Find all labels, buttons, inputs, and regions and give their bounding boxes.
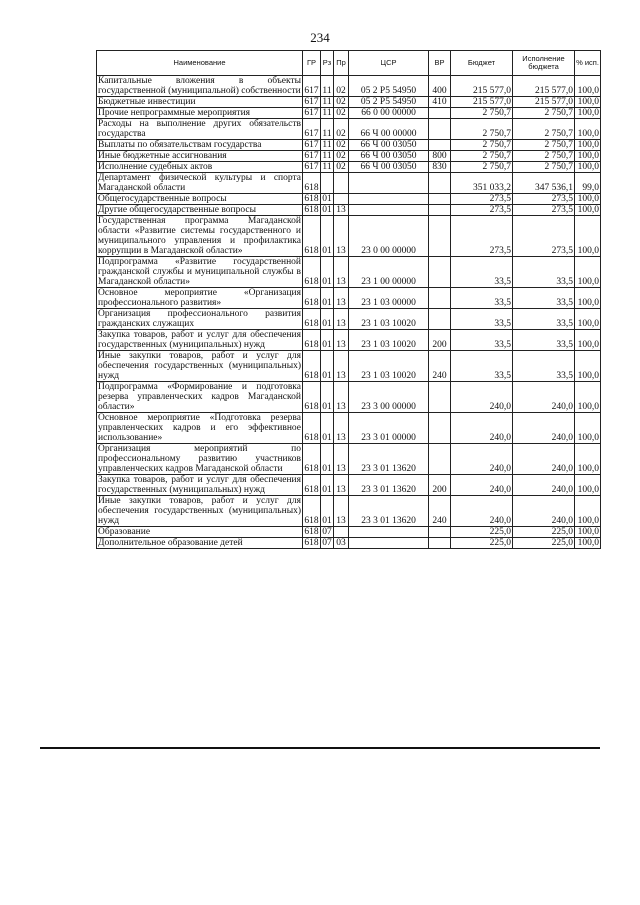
cell-gr: 618 xyxy=(303,382,321,413)
cell-budget: 225,0 xyxy=(451,538,513,549)
cell-execution: 215 577,0 xyxy=(513,97,575,108)
cell-budget: 33,5 xyxy=(451,309,513,330)
cell-csr: 23 1 00 00000 xyxy=(349,257,429,288)
cell-budget: 33,5 xyxy=(451,257,513,288)
cell-execution: 225,0 xyxy=(513,538,575,549)
cell-execution: 33,5 xyxy=(513,330,575,351)
cell-percent: 99,0 xyxy=(575,173,601,194)
cell-csr xyxy=(349,194,429,205)
cell-csr: 23 0 00 00000 xyxy=(349,216,429,257)
cell-percent: 100,0 xyxy=(575,108,601,119)
cell-percent: 100,0 xyxy=(575,309,601,330)
cell-budget: 273,5 xyxy=(451,205,513,216)
cell-percent: 100,0 xyxy=(575,76,601,97)
cell-pr: 13 xyxy=(334,205,349,216)
cell-percent: 100,0 xyxy=(575,205,601,216)
footer-rule xyxy=(40,747,600,749)
cell-name: Иные закупки товаров, работ и услуг для обеспечения государственных (муниципальных) нужд xyxy=(98,351,301,381)
cell-execution: 225,0 xyxy=(513,527,575,538)
cell-pr: 13 xyxy=(334,444,349,475)
cell-gr: 618 xyxy=(303,173,321,194)
cell-execution: 2 750,7 xyxy=(513,151,575,162)
cell-rz: 07 xyxy=(322,527,332,537)
cell-csr xyxy=(349,527,429,538)
table-row xyxy=(97,76,601,97)
cell-gr: 618 xyxy=(303,496,321,527)
cell-percent: 100,0 xyxy=(575,194,601,205)
cell-name: Исполнение судебных актов xyxy=(97,162,303,173)
cell-csr: 23 3 00 00000 xyxy=(349,382,429,413)
cell-execution: 33,5 xyxy=(513,257,575,288)
cell-percent: 100,0 xyxy=(575,140,601,151)
table-row xyxy=(97,288,601,309)
cell-csr: 23 1 03 10020 xyxy=(349,309,429,330)
table-row xyxy=(97,413,601,444)
cell-pr: 02 xyxy=(334,119,349,140)
cell-percent: 100,0 xyxy=(575,162,601,173)
cell-pr xyxy=(334,194,349,205)
cell-percent: 100,0 xyxy=(575,216,601,257)
cell-execution: 2 750,7 xyxy=(513,119,575,140)
cell-vr xyxy=(429,140,451,151)
cell-name: Капитальные вложения в объекты государственной (муниципальной) собственности xyxy=(98,76,301,96)
cell-vr xyxy=(429,413,451,444)
cell-rz: 01 xyxy=(321,216,334,257)
cell-percent: 100,0 xyxy=(575,97,601,108)
cell-name: Расходы на выполнение других обязательств государства xyxy=(98,119,301,139)
cell-name: Другие общегосударственные вопросы xyxy=(97,205,303,216)
cell-name: Подпрограмма «Развитие государственной гражданской службы и муниципальной службы в Магаданской области» xyxy=(98,257,301,287)
table-row xyxy=(97,97,601,108)
cell-name: Образование xyxy=(97,527,303,538)
cell-rz: 11 xyxy=(322,151,332,161)
header-name: Наименование xyxy=(97,51,303,76)
cell-percent: 100,0 xyxy=(575,413,601,444)
cell-budget: 273,5 xyxy=(451,194,513,205)
cell-pr: 02 xyxy=(334,108,349,119)
cell-csr: 05 2 P5 54950 xyxy=(349,97,429,108)
cell-csr: 23 1 03 10020 xyxy=(349,351,429,382)
cell-csr: 05 2 P5 54950 xyxy=(349,76,429,97)
cell-execution: 2 750,7 xyxy=(513,140,575,151)
cell-budget: 2 750,7 xyxy=(451,140,513,151)
cell-csr: 23 3 01 13620 xyxy=(349,444,429,475)
cell-gr: 617 xyxy=(304,97,319,107)
cell-rz: 01 xyxy=(321,444,334,475)
cell-pr: 02 xyxy=(334,140,349,151)
cell-vr: 240 xyxy=(429,496,451,527)
cell-gr: 618 xyxy=(304,205,319,215)
cell-rz: 01 xyxy=(321,496,334,527)
cell-name: Подпрограмма «Формирование и подготовка резерва управленческих кадров Магаданской области» xyxy=(98,382,301,412)
cell-pr: 13 xyxy=(334,413,349,444)
table-row xyxy=(97,330,601,351)
cell-pr: 13 xyxy=(334,288,349,309)
cell-vr xyxy=(429,257,451,288)
cell-rz xyxy=(321,173,334,194)
cell-gr: 618 xyxy=(303,309,321,330)
cell-csr: 23 1 03 00000 xyxy=(349,288,429,309)
cell-csr xyxy=(349,205,429,216)
cell-pr: 13 xyxy=(334,257,349,288)
cell-execution: 240,0 xyxy=(513,444,575,475)
cell-name: Выплаты по обязательствам государства xyxy=(97,140,303,151)
cell-budget: 2 750,7 xyxy=(451,151,513,162)
header-execution: Исполнение бюджета xyxy=(513,51,575,76)
cell-rz: 01 xyxy=(321,351,334,382)
table-row xyxy=(97,475,601,496)
cell-name: Организация профессионального развития гражданских служащих xyxy=(98,309,301,329)
cell-execution: 2 750,7 xyxy=(513,162,575,173)
table-row xyxy=(97,382,601,413)
table-row xyxy=(97,309,601,330)
cell-vr xyxy=(429,382,451,413)
cell-pr xyxy=(334,527,349,538)
cell-gr: 618 xyxy=(304,538,319,548)
cell-vr: 830 xyxy=(429,162,451,173)
table-row xyxy=(97,162,601,173)
cell-percent: 100,0 xyxy=(575,444,601,475)
cell-vr: 200 xyxy=(429,330,451,351)
cell-budget: 33,5 xyxy=(451,351,513,382)
cell-name: Общегосударственные вопросы xyxy=(97,194,303,205)
cell-percent: 100,0 xyxy=(575,257,601,288)
cell-gr: 617 xyxy=(303,76,321,97)
table-row xyxy=(97,205,601,216)
cell-vr xyxy=(429,173,451,194)
cell-rz: 07 xyxy=(322,538,332,548)
cell-percent: 100,0 xyxy=(575,351,601,382)
cell-csr: 23 3 01 00000 xyxy=(349,413,429,444)
cell-vr xyxy=(429,527,451,538)
cell-gr: 618 xyxy=(304,527,319,537)
cell-name: Иные бюджетные ассигнования xyxy=(97,151,303,162)
cell-pr: 13 xyxy=(334,351,349,382)
cell-vr: 400 xyxy=(429,76,451,97)
cell-pr: 13 xyxy=(334,475,349,496)
cell-vr xyxy=(429,444,451,475)
cell-gr: 617 xyxy=(304,140,319,150)
cell-percent: 100,0 xyxy=(575,527,601,538)
cell-execution: 215 577,0 xyxy=(513,76,575,97)
cell-vr xyxy=(429,194,451,205)
cell-vr xyxy=(429,288,451,309)
cell-percent: 100,0 xyxy=(575,538,601,549)
cell-execution: 33,5 xyxy=(513,351,575,382)
cell-vr: 200 xyxy=(429,475,451,496)
cell-vr xyxy=(429,309,451,330)
cell-rz: 01 xyxy=(321,257,334,288)
table-row xyxy=(97,351,601,382)
cell-rz: 11 xyxy=(322,162,332,172)
cell-vr xyxy=(429,205,451,216)
cell-pr: 02 xyxy=(334,97,349,108)
cell-pr: 13 xyxy=(334,382,349,413)
cell-rz: 01 xyxy=(321,475,334,496)
cell-pr: 02 xyxy=(334,76,349,97)
cell-pr xyxy=(334,173,349,194)
cell-name: Основное мероприятие «Организация профессионального развития» xyxy=(98,288,301,308)
table-header-row xyxy=(97,51,601,76)
cell-gr: 618 xyxy=(304,194,319,204)
table-row xyxy=(97,108,601,119)
cell-gr: 617 xyxy=(304,108,319,118)
cell-execution: 33,5 xyxy=(513,288,575,309)
cell-budget: 240,0 xyxy=(451,496,513,527)
cell-budget: 273,5 xyxy=(451,216,513,257)
cell-percent: 100,0 xyxy=(575,496,601,527)
table-row xyxy=(97,140,601,151)
cell-csr: 23 3 01 13620 xyxy=(349,496,429,527)
cell-pr: 13 xyxy=(334,496,349,527)
cell-gr: 617 xyxy=(303,119,321,140)
cell-name: Основное мероприятие «Подготовка резерва управленческих кадров и его эффективное использование» xyxy=(98,413,301,443)
header-budget: Бюджет xyxy=(451,51,513,76)
cell-rz: 11 xyxy=(322,97,332,107)
cell-vr: 240 xyxy=(429,351,451,382)
cell-rz: 01 xyxy=(321,288,334,309)
cell-csr: 66 Ч 00 03050 xyxy=(349,162,429,173)
cell-name: Закупка товаров, работ и услуг для обеспечения государственных (муниципальных) нужд xyxy=(98,330,301,350)
cell-percent: 100,0 xyxy=(575,151,601,162)
cell-gr: 618 xyxy=(303,288,321,309)
cell-csr: 66 0 00 00000 xyxy=(349,108,429,119)
cell-pr: 13 xyxy=(334,216,349,257)
cell-percent: 100,0 xyxy=(575,288,601,309)
cell-name: Государственная программа Магаданской области «Развитие системы государственного и муниципального управления и профилактика коррупции в Магаданской области» xyxy=(98,216,301,256)
cell-csr: 23 1 03 10020 xyxy=(349,330,429,351)
cell-execution: 347 536,1 xyxy=(513,173,575,194)
header-gr: ГР xyxy=(303,51,321,76)
cell-execution: 240,0 xyxy=(513,413,575,444)
cell-budget: 2 750,7 xyxy=(451,108,513,119)
cell-gr: 618 xyxy=(303,330,321,351)
cell-rz: 01 xyxy=(321,382,334,413)
table-row xyxy=(97,527,601,538)
table-row xyxy=(97,444,601,475)
cell-gr: 618 xyxy=(303,413,321,444)
cell-vr xyxy=(429,119,451,140)
table-row xyxy=(97,257,601,288)
header-rz: Рз xyxy=(321,51,334,76)
table-row xyxy=(97,496,601,527)
cell-pr: 13 xyxy=(334,330,349,351)
cell-rz: 01 xyxy=(321,309,334,330)
cell-execution: 240,0 xyxy=(513,382,575,413)
cell-rz: 01 xyxy=(322,194,332,204)
cell-gr: 618 xyxy=(303,351,321,382)
cell-gr: 618 xyxy=(303,257,321,288)
cell-budget: 351 033,2 xyxy=(451,173,513,194)
cell-gr: 617 xyxy=(304,151,319,161)
header-csr: ЦСР xyxy=(349,51,429,76)
table-row xyxy=(97,216,601,257)
cell-vr xyxy=(429,216,451,257)
cell-name: Дополнительное образование детей xyxy=(97,538,303,549)
cell-name: Департамент физической культуры и спорта Магаданской области xyxy=(98,173,301,193)
cell-budget: 33,5 xyxy=(451,288,513,309)
cell-execution: 273,5 xyxy=(513,194,575,205)
cell-csr: 66 Ч 00 03050 xyxy=(349,151,429,162)
cell-vr: 800 xyxy=(429,151,451,162)
cell-execution: 2 750,7 xyxy=(513,108,575,119)
cell-percent: 100,0 xyxy=(575,475,601,496)
cell-name: Закупка товаров, работ и услуг для обеспечения государственных (муниципальных) нужд xyxy=(98,475,301,495)
header-vr: ВР xyxy=(429,51,451,76)
cell-name: Прочие непрограммные мероприятия xyxy=(97,108,303,119)
page-number: 234 xyxy=(310,30,330,45)
cell-vr: 410 xyxy=(429,97,451,108)
cell-vr xyxy=(429,108,451,119)
cell-execution: 273,5 xyxy=(513,216,575,257)
cell-gr: 618 xyxy=(303,216,321,257)
cell-percent: 100,0 xyxy=(575,382,601,413)
cell-name: Иные закупки товаров, работ и услуг для обеспечения государственных (муниципальных) нужд xyxy=(98,496,301,526)
budget-table xyxy=(96,50,601,549)
cell-gr: 617 xyxy=(304,162,319,172)
cell-rz: 11 xyxy=(321,119,334,140)
header-percent: % исп. xyxy=(575,51,601,76)
cell-pr: 02 xyxy=(334,151,349,162)
cell-name: Бюджетные инвестиции xyxy=(97,97,303,108)
table-row xyxy=(97,194,601,205)
cell-budget: 2 750,7 xyxy=(451,162,513,173)
cell-vr xyxy=(429,538,451,549)
table-row xyxy=(97,538,601,549)
cell-rz: 11 xyxy=(321,76,334,97)
cell-pr: 03 xyxy=(334,538,349,549)
cell-execution: 240,0 xyxy=(513,496,575,527)
cell-name: Организация мероприятий по профессиональному развитию участников управленческих кадров Магаданской области xyxy=(98,444,301,474)
cell-budget: 215 577,0 xyxy=(451,76,513,97)
cell-budget: 240,0 xyxy=(451,444,513,475)
cell-budget: 33,5 xyxy=(451,330,513,351)
header-pr: Пр xyxy=(334,51,349,76)
cell-budget: 215 577,0 xyxy=(451,97,513,108)
cell-execution: 33,5 xyxy=(513,309,575,330)
cell-execution: 273,5 xyxy=(513,205,575,216)
cell-percent: 100,0 xyxy=(575,330,601,351)
cell-budget: 240,0 xyxy=(451,475,513,496)
cell-gr: 618 xyxy=(303,444,321,475)
cell-gr: 618 xyxy=(303,475,321,496)
table-row xyxy=(97,151,601,162)
cell-budget: 225,0 xyxy=(451,527,513,538)
cell-csr xyxy=(349,538,429,549)
table-body xyxy=(97,76,601,549)
cell-execution: 240,0 xyxy=(513,475,575,496)
cell-pr: 02 xyxy=(334,162,349,173)
cell-budget: 240,0 xyxy=(451,382,513,413)
cell-rz: 01 xyxy=(322,205,332,215)
cell-percent: 100,0 xyxy=(575,119,601,140)
cell-csr: 23 3 01 13620 xyxy=(349,475,429,496)
cell-pr: 13 xyxy=(334,309,349,330)
cell-csr xyxy=(349,173,429,194)
cell-csr: 66 Ч 00 03050 xyxy=(349,140,429,151)
cell-rz: 11 xyxy=(322,108,332,118)
cell-rz: 11 xyxy=(322,140,332,150)
cell-rz: 01 xyxy=(321,413,334,444)
cell-budget: 240,0 xyxy=(451,413,513,444)
cell-rz: 01 xyxy=(321,330,334,351)
table-row xyxy=(97,173,601,194)
cell-budget: 2 750,7 xyxy=(451,119,513,140)
table-row xyxy=(97,119,601,140)
cell-csr: 66 Ч 00 00000 xyxy=(349,119,429,140)
